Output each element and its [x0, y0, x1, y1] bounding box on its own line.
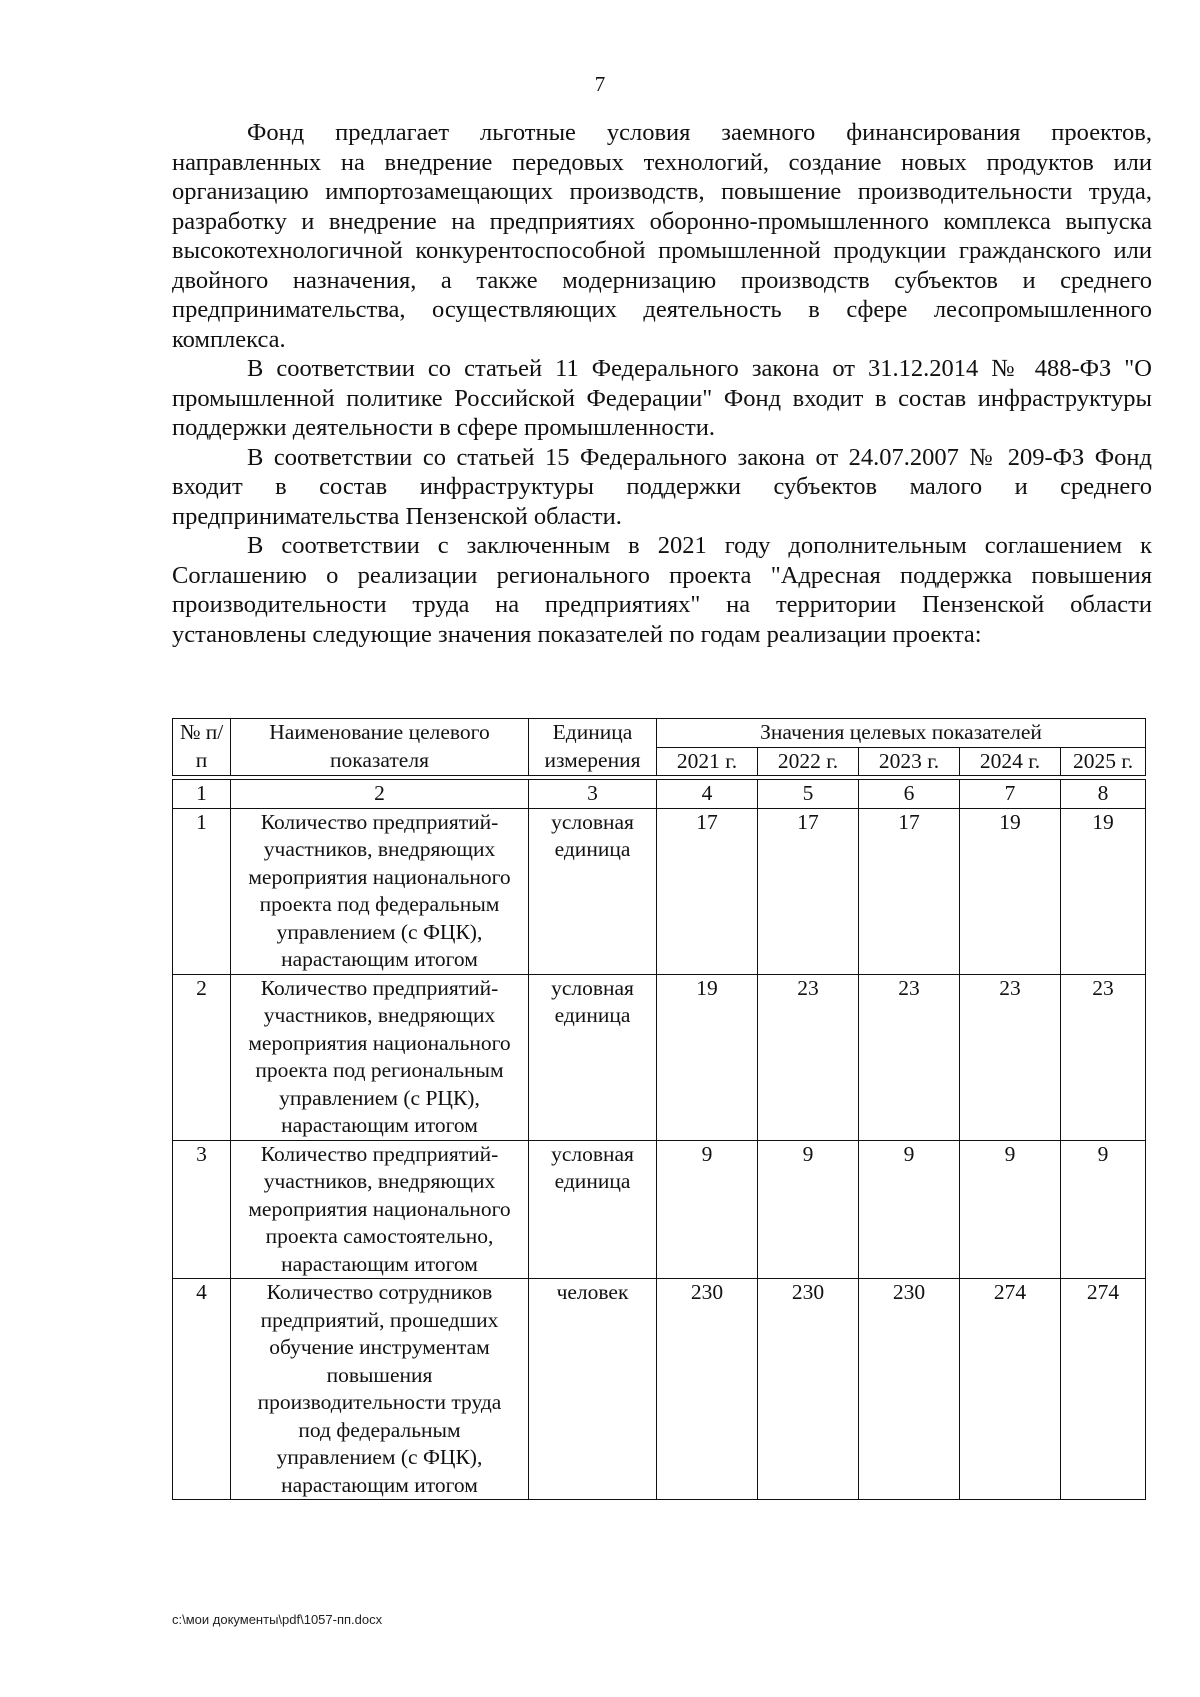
- table-row: [173, 974, 1146, 1140]
- row-unit: человек: [529, 1279, 657, 1500]
- column-number: 6: [859, 780, 960, 809]
- row-value: 23: [1061, 974, 1146, 1140]
- row-value: 19: [1061, 808, 1146, 974]
- header-name: Наименование целевого показателя: [231, 719, 529, 776]
- row-value: 17: [859, 808, 960, 974]
- column-number-row: [173, 780, 1146, 809]
- row-value: 9: [657, 1140, 758, 1279]
- header-year: 2023 г.: [859, 747, 960, 776]
- page-number: 7: [594, 72, 606, 96]
- row-num: 1: [173, 808, 231, 974]
- row-value: 23: [859, 974, 960, 1140]
- header-num: № п/п: [173, 719, 231, 776]
- header-year: 2022 г.: [758, 747, 859, 776]
- row-unit: условная единица: [529, 974, 657, 1140]
- row-value: 274: [1061, 1279, 1146, 1500]
- header-values-group: Значения целевых показателей: [657, 719, 1146, 748]
- document-body: [172, 118, 1152, 649]
- row-value: 230: [657, 1279, 758, 1500]
- row-value: 17: [657, 808, 758, 974]
- header-unit: Единица измерения: [529, 719, 657, 776]
- column-number: 1: [173, 780, 231, 809]
- table-row: [173, 1140, 1146, 1279]
- row-value: 9: [1061, 1140, 1146, 1279]
- row-name: Количество предприятий-участников, внедряющих мероприятия национального проекта под региональным управлением (с РЦК), нарастающим итогом: [231, 974, 529, 1140]
- footer-file-path: c:\мои документы\pdf\1057-пп.docx: [172, 1612, 383, 1627]
- table-header-row: [173, 719, 1146, 748]
- row-unit: условная единица: [529, 1140, 657, 1279]
- table-row: [173, 808, 1146, 974]
- row-value: 17: [758, 808, 859, 974]
- row-name: Количество предприятий-участников, внедряющих мероприятия национального проекта самостоятельно, нарастающим итогом: [231, 1140, 529, 1279]
- column-number: 5: [758, 780, 859, 809]
- header-year: 2025 г.: [1061, 747, 1146, 776]
- row-value: 9: [960, 1140, 1061, 1279]
- row-value: 23: [758, 974, 859, 1140]
- column-number: 7: [960, 780, 1061, 809]
- row-name: Количество предприятий-участников, внедряющих мероприятия национального проекта под федеральным управлением (с ФЦК), нарастающим итогом: [231, 808, 529, 974]
- row-num: 4: [173, 1279, 231, 1500]
- row-value: 19: [657, 974, 758, 1140]
- header-year: 2024 г.: [960, 747, 1061, 776]
- paragraph: В соответствии с заключенным в 2021 году дополнительным соглашением к Соглашению о реализации регионального проекта "Адресная поддержка повышения производительности труда на предприятиях" на территории Пензенской области установлены следующие значения показателей по годам реализации проекта:: [172, 532, 1152, 648]
- row-value: 274: [960, 1279, 1061, 1500]
- column-number: 3: [529, 780, 657, 809]
- row-value: 23: [960, 974, 1061, 1140]
- paragraph: В соответствии со статьей 15 Федерального закона от 24.07.2007 № 209-ФЗ Фонд входит в состав инфраструктуры поддержки субъектов малого и среднего предпринимательства Пензенской области.: [172, 443, 1152, 530]
- column-number: 2: [231, 780, 529, 809]
- table-row: [173, 1279, 1146, 1500]
- row-unit: условная единица: [529, 808, 657, 974]
- row-num: 2: [173, 974, 231, 1140]
- row-value: 19: [960, 808, 1061, 974]
- column-number: 8: [1061, 780, 1146, 809]
- row-value: 9: [758, 1140, 859, 1279]
- row-value: 230: [758, 1279, 859, 1500]
- indicators-table: [172, 718, 1146, 1500]
- row-num: 3: [173, 1140, 231, 1279]
- column-number: 4: [657, 780, 758, 809]
- paragraph: В соответствии со статьей 11 Федерального закона от 31.12.2014 № 488-ФЗ "О промышленной политике Российской Федерации" Фонд входит в состав инфраструктуры поддержки деятельности в сфере промышленности.: [172, 355, 1152, 441]
- paragraph: Фонд предлагает льготные условия заемного финансирования проектов, направленных на внедрение передовых технологий, создание новых продуктов или организацию импортозамещающих производств, повышение производительности труда, разработку и внедрение на предприятиях оборонно-промышленного комплекса выпуска высокотехнологичной конкурентоспособной промышленной продукции гражданского или двойного назначения, а также модернизацию производств субъектов и среднего предпринимательства, осуществляющих деятельность в сфере лесопромышленного комплекса.: [172, 119, 1152, 353]
- row-value: 230: [859, 1279, 960, 1500]
- row-name: Количество сотрудников предприятий, прошедших обучение инструментам повышения производительности труда под федеральным управлением (с ФЦК), нарастающим итогом: [231, 1279, 529, 1500]
- header-year: 2021 г.: [657, 747, 758, 776]
- row-value: 9: [859, 1140, 960, 1279]
